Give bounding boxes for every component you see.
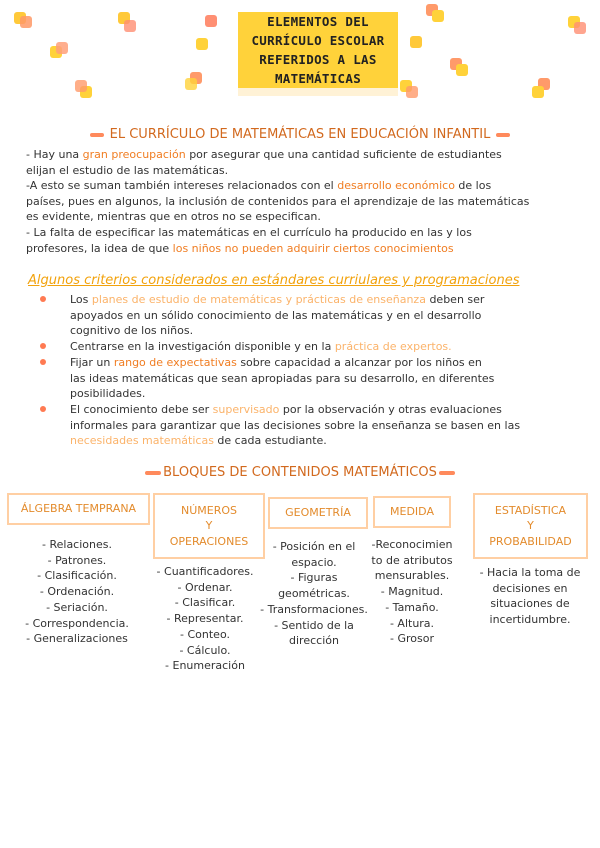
list-item: - Magnitud. bbox=[380, 585, 444, 599]
paragraph-preoccupation: - Hay una gran preocupación por asegurar que una cantidad suficiente de estudiantes elijan el estudio de las matemáticas. bbox=[26, 148, 502, 177]
list-item: -Reconocimien bbox=[371, 538, 453, 551]
list-item: - Patrones. bbox=[47, 553, 107, 567]
list-item: - Sentido de la bbox=[274, 618, 354, 632]
list-item: - Tamaño. bbox=[385, 600, 439, 614]
list-item: - Ordenación. bbox=[39, 585, 115, 599]
list-item: - Clasificación. bbox=[37, 569, 117, 583]
list-item: - Posición en el bbox=[272, 540, 356, 553]
list-item: - Hacia la toma de bbox=[479, 566, 581, 579]
criteria-heading: Algunos criterios considerados en estándares curriulares y programaciones bbox=[28, 273, 520, 288]
list-item: - Clasificar. bbox=[174, 596, 236, 610]
title-line: CURRÍCULO ESCOLAR bbox=[238, 31, 398, 50]
heading-dash bbox=[496, 133, 510, 137]
list-item: espacio. bbox=[291, 555, 337, 569]
list-item: - Cuantificadores. bbox=[156, 565, 254, 578]
block-title-geometria: GEOMETRÍA bbox=[268, 497, 368, 529]
list-item: - Enumeración bbox=[165, 659, 245, 673]
list-item: - Ordenar. bbox=[177, 580, 233, 594]
bullet-icon bbox=[40, 296, 46, 302]
bullet-icon bbox=[40, 359, 46, 365]
list-item: mensurables. bbox=[374, 569, 450, 583]
heading-dash bbox=[439, 471, 455, 475]
list-item: - Correspondencia. bbox=[25, 616, 129, 630]
paragraph-economic: -A esto se suman también intereses relacionados con el desarrollo económico de los países, pues en algunos, la inclusión de contenidos para el aprendizaje de las matemáticas es evidente, mientras que en otros no se especifican. bbox=[26, 179, 530, 223]
block-title-algebra: ÁLGEBRA TEMPRANA bbox=[7, 493, 150, 525]
title-line: ELEMENTOS DEL bbox=[238, 12, 398, 31]
section-heading-bloques: BLOQUES DE CONTENIDOS MATEMÁTICOS bbox=[0, 465, 600, 480]
block-items-algebra bbox=[6, 537, 148, 647]
list-item: geométricas. bbox=[278, 587, 350, 601]
list-item: - Seriación. bbox=[46, 600, 108, 614]
list-item: - Altura. bbox=[389, 616, 435, 630]
list-item: - Cálculo. bbox=[179, 643, 231, 657]
section-heading-infantil: EL CURRÍCULO DE MATEMÁTICAS EN EDUCACIÓN INFANTIL bbox=[0, 127, 600, 142]
title-line: MATEMÁTICAS bbox=[238, 69, 398, 88]
list-item: - Transformaciones. bbox=[260, 602, 368, 616]
bullet-icon bbox=[40, 343, 46, 349]
heading-dash bbox=[90, 133, 104, 137]
list-item: - Relaciones. bbox=[42, 538, 112, 551]
list-item: - Conteo. bbox=[180, 627, 230, 641]
block-title-estadistica: ESTADÍSTICA Y PROBABILIDAD bbox=[473, 493, 588, 559]
list-item: decisiones en bbox=[492, 581, 568, 595]
block-title-numeros: NÚMEROS Y OPERACIONES bbox=[153, 493, 265, 559]
block-items-geometria bbox=[252, 539, 376, 649]
title-line: REFERIDOS A LAS bbox=[238, 50, 398, 69]
list-item: - Generalizaciones bbox=[26, 632, 128, 646]
list-item: - Grosor bbox=[390, 632, 434, 646]
heading-dash bbox=[145, 471, 161, 475]
list-item: - Figuras bbox=[290, 571, 338, 585]
block-items-estadistica bbox=[470, 565, 590, 628]
list-item: - Representar. bbox=[166, 612, 244, 626]
block-title-medida: MEDIDA bbox=[373, 496, 451, 528]
list-item: incertidumbre. bbox=[489, 613, 571, 627]
list-item: situaciones de bbox=[490, 597, 570, 611]
title-block bbox=[238, 12, 398, 96]
bullet-icon bbox=[40, 406, 46, 412]
list-item: dirección bbox=[289, 634, 339, 648]
block-items-medida bbox=[362, 537, 462, 647]
block-items-numeros bbox=[144, 564, 266, 674]
list-item: to de atributos bbox=[371, 553, 453, 567]
paragraph-curriculum-gap: - La falta de especificar las matemáticas en el currículo ha producido en las y los profesores, la idea de que los niños no pueden adquirir ciertos conocimientos bbox=[26, 226, 472, 255]
